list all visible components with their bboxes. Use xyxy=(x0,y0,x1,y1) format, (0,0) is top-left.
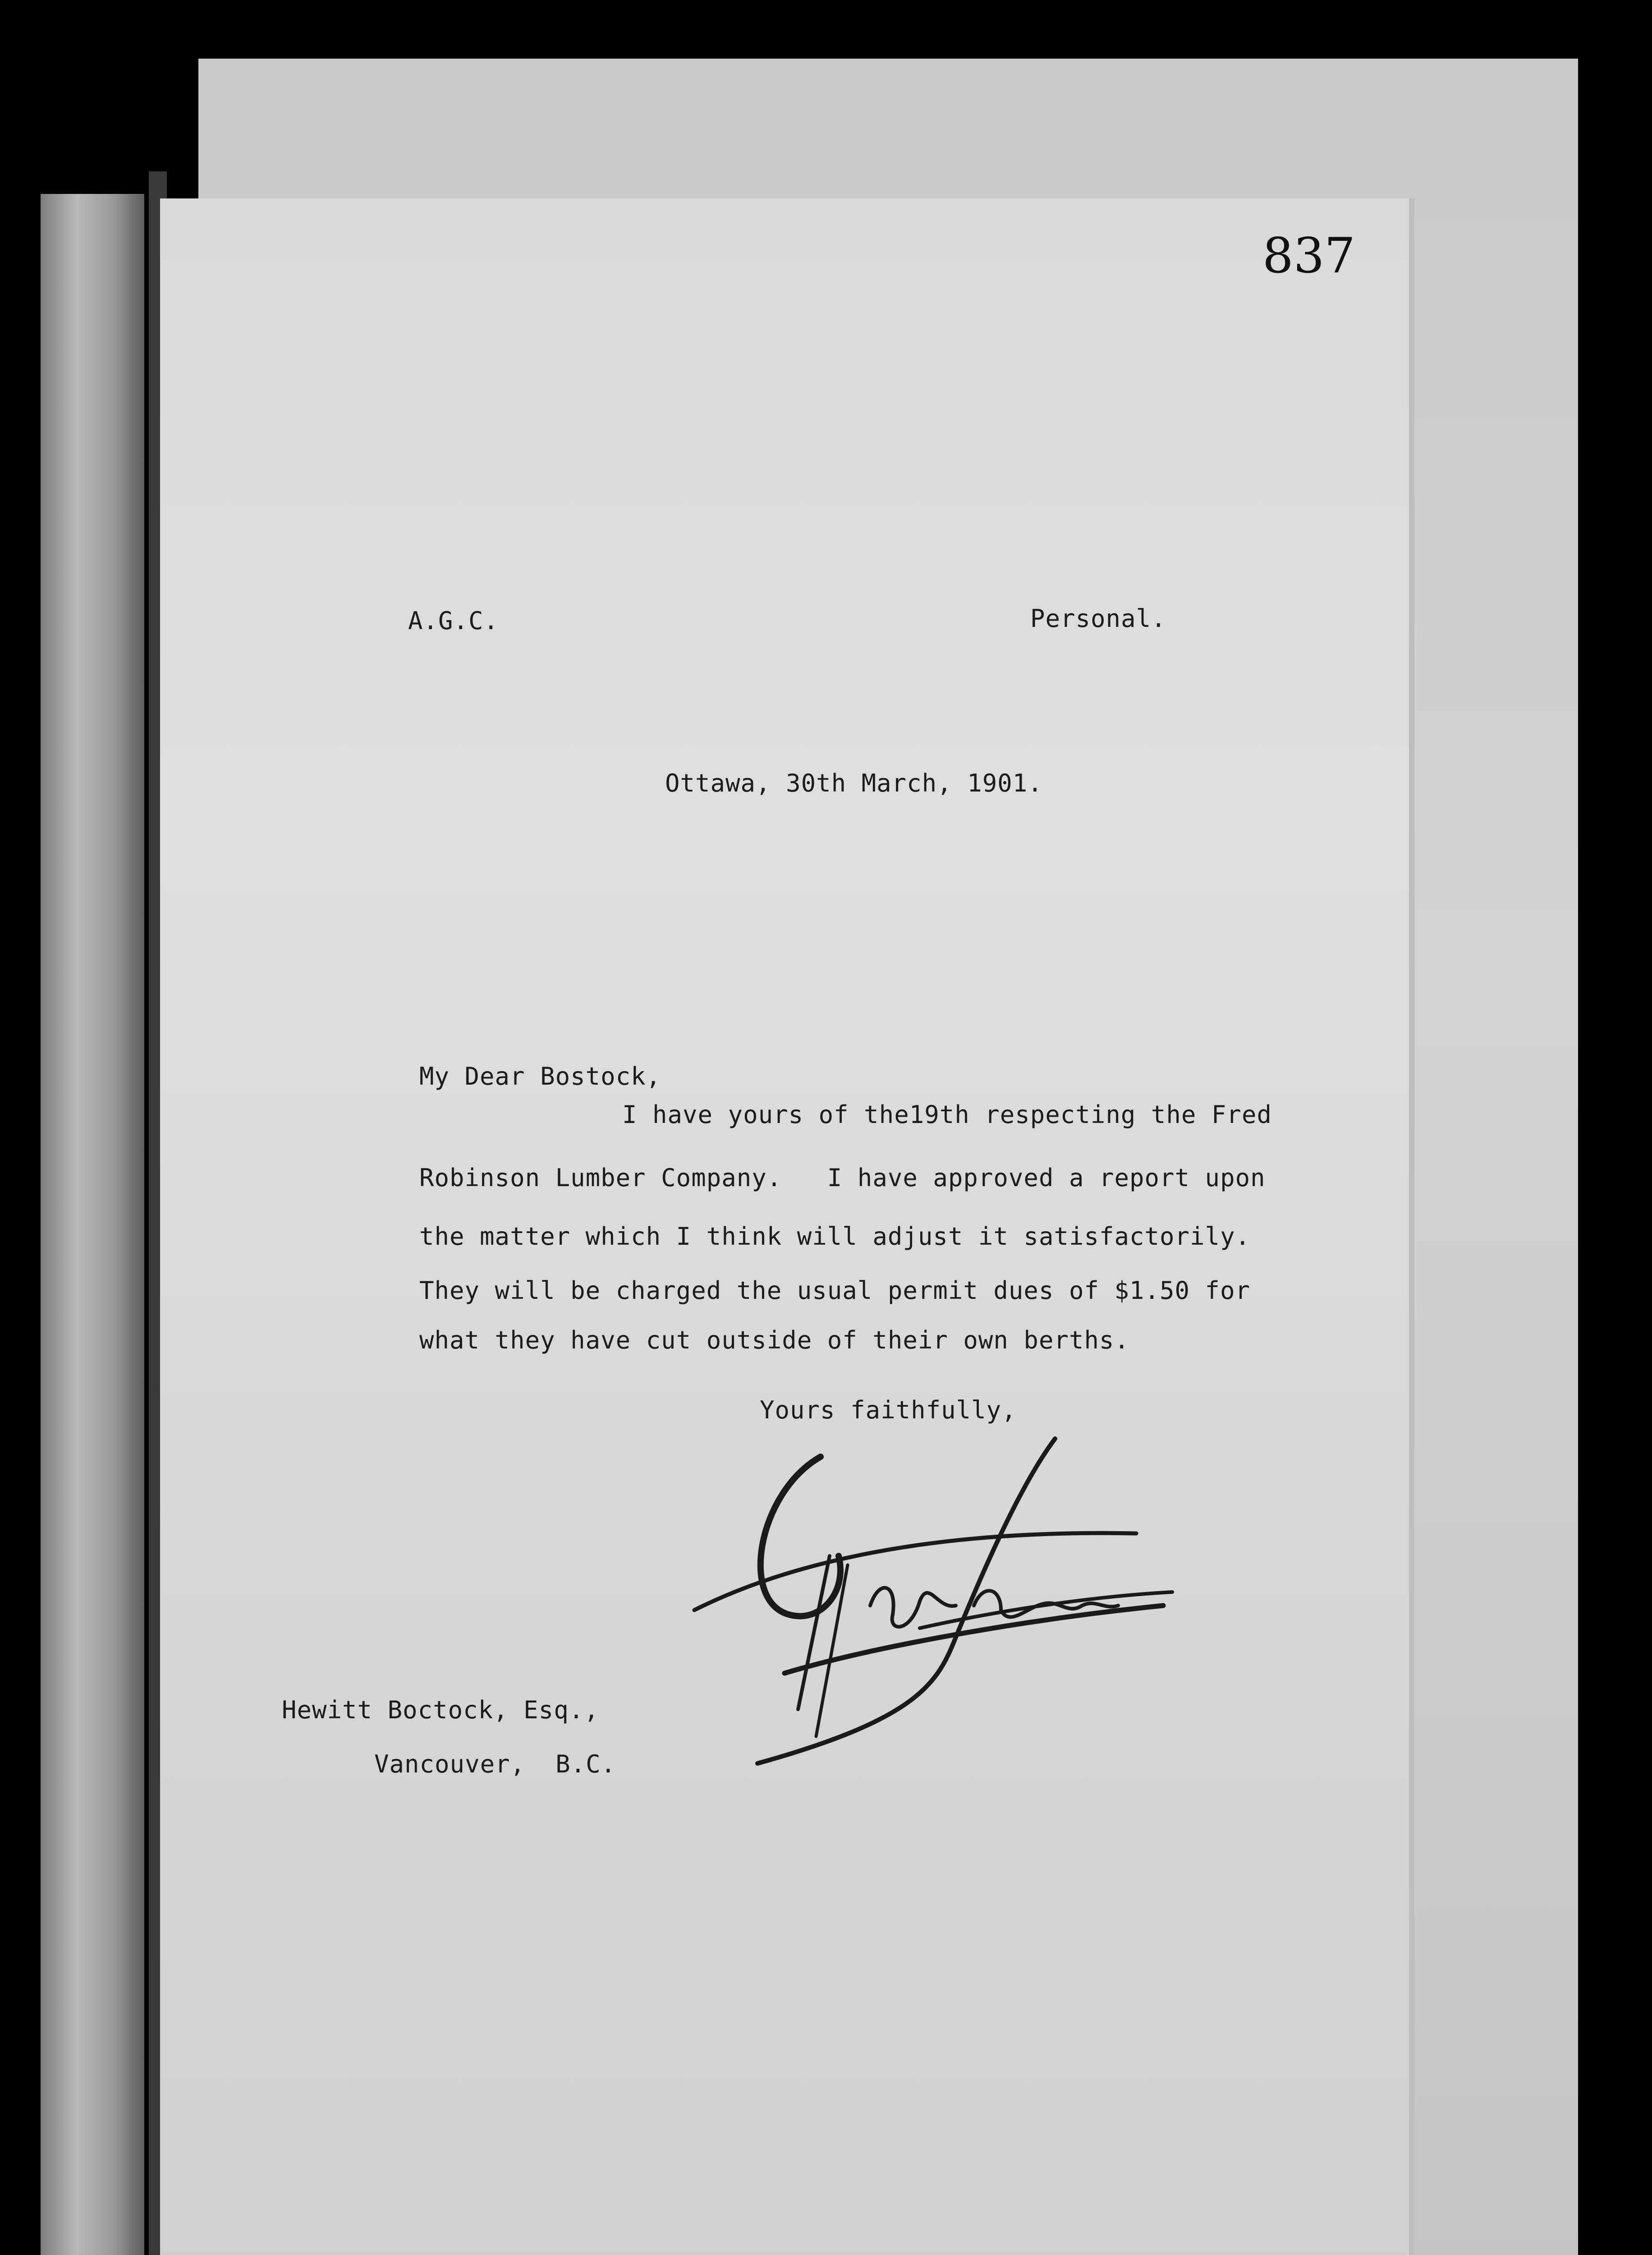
body-line: what they have cut outside of their own berths. xyxy=(419,1326,1130,1354)
page-number: 837 xyxy=(1262,228,1356,284)
folded-edge-strip xyxy=(41,194,144,2255)
signature xyxy=(685,1421,1181,1781)
header-right: Personal. xyxy=(1030,604,1166,633)
salutation: My Dear Bostock, xyxy=(419,1062,661,1091)
closing: Yours faithfully, xyxy=(760,1396,1017,1424)
body-line: I have yours of the19th respecting the Fred xyxy=(622,1100,1272,1129)
body-line: They will be charged the usual permit dues of $1.50 for xyxy=(419,1276,1251,1305)
addressee-city: Vancouver, B.C. xyxy=(374,1750,616,1778)
body-line: the matter which I think will adjust it satisfactorily. xyxy=(419,1222,1251,1251)
date-line: Ottawa, 30th March, 1901. xyxy=(665,769,1043,797)
header-left: A.G.C. xyxy=(408,607,499,635)
addressee-name: Hewitt Boctock, Esq., xyxy=(282,1696,599,1724)
body-line: Robinson Lumber Company. I have approved a report upon xyxy=(419,1164,1266,1192)
